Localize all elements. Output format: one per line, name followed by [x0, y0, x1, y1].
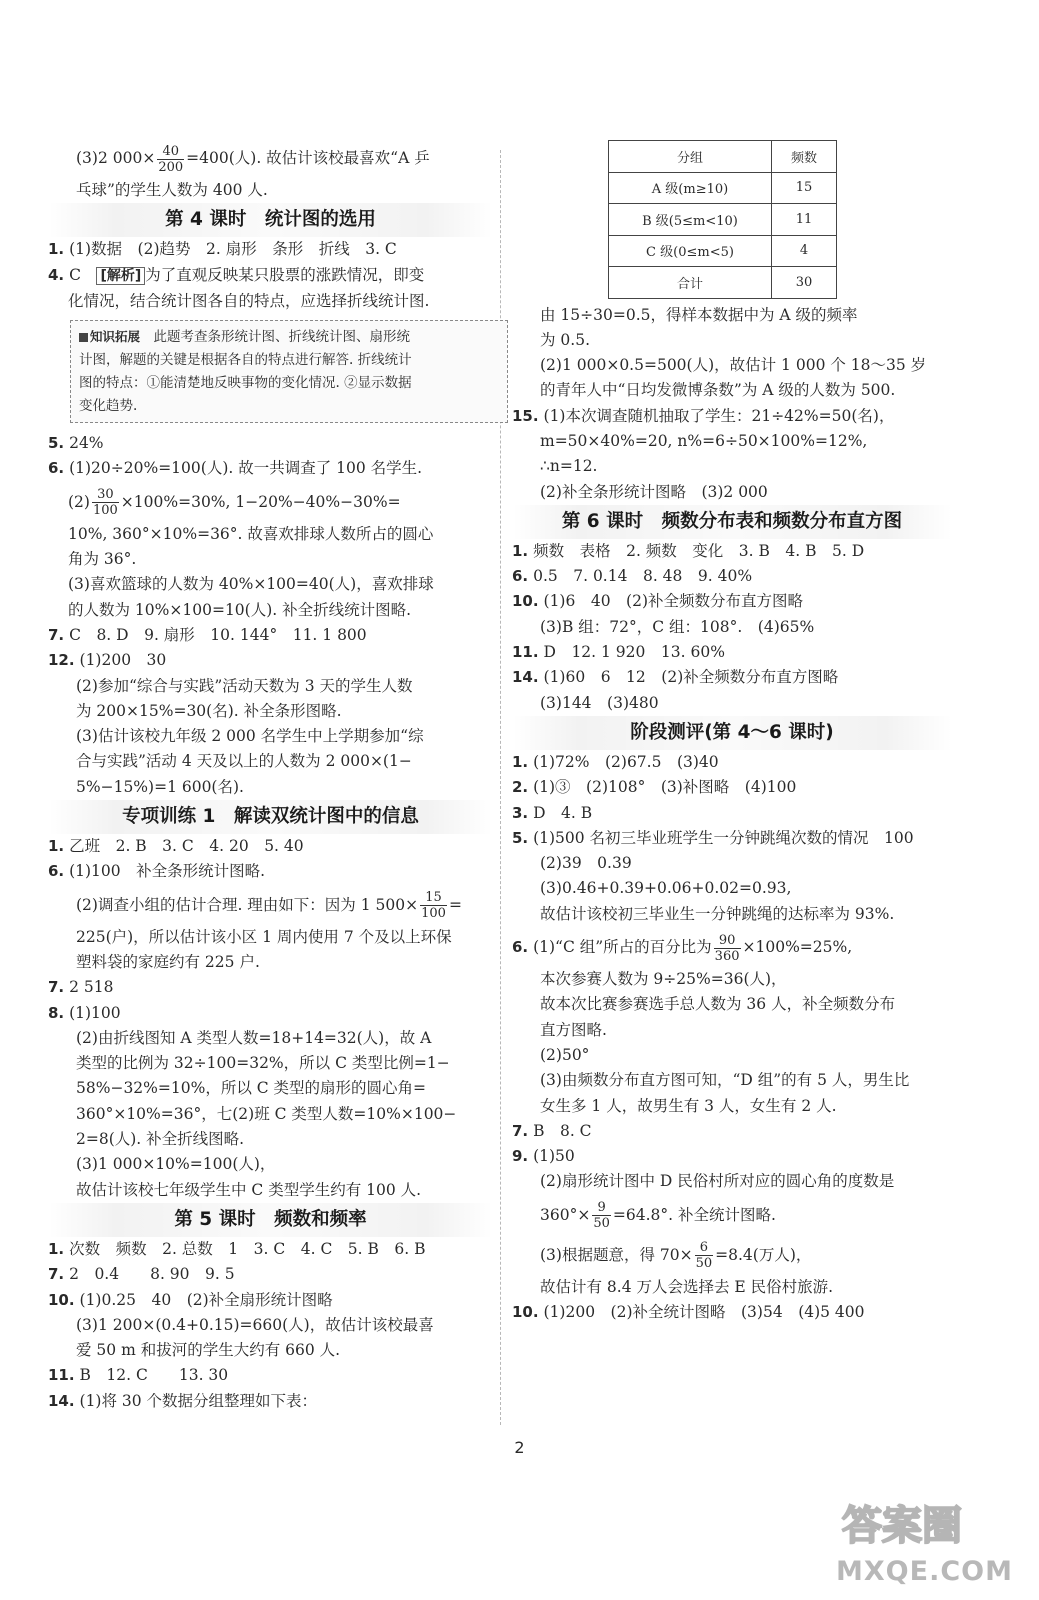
- answer-line: 2=8(人). 补全折线图略.: [76, 1130, 245, 1149]
- item-number: 5.: [48, 434, 65, 453]
- table-row: [609, 267, 837, 299]
- table-row: [609, 204, 837, 236]
- table-cell: 合计: [609, 267, 772, 299]
- item-number: 8.: [48, 1003, 65, 1022]
- answer-line: [48, 456, 493, 481]
- answer-line: (3)喜欢篮球的人数为 40%×100=40(人)，喜欢排球: [68, 575, 434, 594]
- answer-line: (2)参加“综合与实践”活动天数为 3 天的学生人数: [76, 676, 413, 695]
- text: 24%: [69, 434, 104, 453]
- answer-line: 直方图略.: [540, 1020, 607, 1039]
- answer-line: [512, 404, 952, 429]
- item-number: 1.: [48, 240, 65, 259]
- item-number: 14.: [48, 1391, 75, 1410]
- answer-line: [512, 1300, 952, 1325]
- fraction: [714, 933, 741, 964]
- text: B 8. C: [533, 1121, 592, 1140]
- answer-line: 女生多 1 人，故男生有 3 人，女生有 2 人.: [540, 1096, 837, 1115]
- text: 360°×: [540, 1205, 591, 1224]
- answer-line: [512, 589, 952, 614]
- answer-line: [48, 237, 493, 262]
- answer-line: 360°×10%=36°，七(2)班 C 类型人数=10%×100−: [76, 1104, 457, 1123]
- text: (1)本次调查随机抽取了学生：21÷42%=50(名)，: [543, 406, 895, 425]
- answer-line: (3)1 200×(0.4+0.15)=660(人)，故估计该校最喜: [76, 1315, 434, 1334]
- numerator: 15: [420, 890, 447, 906]
- answer-line: 乓球”的学生人数为 400 人.: [76, 181, 268, 199]
- answer-line: [512, 1235, 952, 1275]
- text: (1)将 30 个数据分组整理如下表：: [79, 1391, 318, 1410]
- answer-line: (3)1 000×10%=100(人)，: [76, 1155, 276, 1174]
- answer-line: [512, 801, 952, 826]
- item-number: 1.: [48, 837, 65, 856]
- frequency-table: [608, 140, 837, 299]
- answer-line: [48, 885, 493, 925]
- answer-line: [48, 1389, 493, 1414]
- text: 2 518: [69, 978, 114, 997]
- item-number: 11.: [512, 643, 539, 662]
- left-column: [48, 138, 493, 1414]
- table-cell: B 级(5≤m<10): [609, 204, 772, 236]
- answer-line: [48, 1363, 493, 1388]
- text: (3)根据题意，得 70×: [540, 1245, 693, 1264]
- text: (1)500 名初三毕业班学生一分钟跳绳次数的情况 100: [533, 828, 914, 847]
- answer-line: [48, 482, 493, 522]
- answer-line: 化情况，结合统计图各自的特点，应选择折线统计图.: [68, 291, 430, 310]
- answer-line: [512, 564, 952, 589]
- answer-line: 故本次比赛参赛选手总人数为 36 人，补全频数分布: [540, 995, 896, 1014]
- item-number: 2.: [512, 778, 529, 797]
- table-header-cell: 频数: [772, 141, 837, 173]
- right-column: [512, 138, 952, 1325]
- text: 乙班 2. B 3. C 4. 20 5. 40: [69, 837, 304, 856]
- answer-line: ∴n=12.: [540, 457, 598, 476]
- page-number: 2: [514, 1438, 525, 1457]
- answer-line: 为 200×15%=30(名). 补全条形图略.: [76, 701, 342, 720]
- table-cell: 15: [772, 172, 837, 204]
- analysis-tag: [解析]: [96, 267, 145, 285]
- watermark-logo: 答案圈: [842, 1503, 962, 1549]
- knowledge-line: 图的特点：①能清楚地反映事物的变化情况. ②显示数据: [79, 375, 412, 392]
- denominator: 50: [593, 1216, 610, 1232]
- numerator: 6: [695, 1240, 714, 1256]
- text: C 8. D 9. 扇形 10. 144° 11. 1 800: [69, 625, 367, 644]
- text: ×100%=30%, 1−20%−40%−30%=: [120, 492, 401, 511]
- item-number: 10.: [512, 592, 539, 611]
- text: (1)数据 (2)趋势 2. 扇形 条形 折线 3. C: [69, 240, 397, 259]
- text: 频数 表格 2. 频数 变化 3. B 4. B 5. D: [533, 541, 865, 560]
- text: (1)“C 组”所占的百分比为: [533, 938, 712, 957]
- answer-line: [512, 539, 952, 564]
- text: C: [69, 265, 97, 284]
- knowledge-line: [79, 325, 499, 349]
- answer-line: [48, 263, 493, 289]
- fraction: [92, 487, 119, 518]
- denominator: 360: [714, 948, 740, 964]
- answer-line: [48, 975, 493, 1000]
- table-row: [609, 172, 837, 204]
- answer-line: 角为 36°.: [68, 550, 137, 569]
- numerator: 40: [157, 144, 184, 160]
- text: =64.8°. 补全统计图略.: [612, 1205, 776, 1224]
- answer-line: [512, 640, 952, 665]
- answer-line: 由 15÷30=0.5，得样本数据中为 A 级的频率: [540, 305, 858, 324]
- answer-line: 为 0.5.: [540, 330, 591, 349]
- answer-line: [512, 1195, 952, 1235]
- item-number: 11.: [48, 1366, 75, 1385]
- answer-line: 10%, 360°×10%=36°. 故喜欢排球人数所占的圆心: [68, 524, 434, 543]
- answer-line: [48, 623, 493, 648]
- watermark: [836, 1488, 1026, 1593]
- answer-line: [48, 431, 493, 456]
- text: (1)6 40 (2)补全频数分布直方图略: [543, 592, 804, 611]
- answer-line: [48, 1001, 493, 1026]
- table-header-row: [609, 141, 837, 173]
- numerator: 90: [714, 933, 741, 949]
- item-number: 9.: [512, 1147, 529, 1166]
- fraction: [695, 1240, 714, 1271]
- table-cell: 30: [772, 267, 837, 299]
- answer-line: 合与实践”活动 4 天及以上的人数为 2 000×(1−: [76, 752, 412, 771]
- knowledge-box: [70, 320, 508, 423]
- table-row: [609, 235, 837, 267]
- section-heading: 第 5 课时 频数和频率: [48, 1203, 493, 1237]
- item-number: 7.: [48, 978, 65, 997]
- knowledge-tag: 知识拓展: [90, 329, 141, 345]
- item-number: 7.: [512, 1121, 529, 1140]
- item-number: 7.: [48, 625, 65, 644]
- text: (1)60 6 12 (2)补全频数分布直方图略: [543, 668, 839, 687]
- fraction: [157, 144, 184, 175]
- answer-line: [48, 648, 493, 673]
- item-number: 10.: [48, 1290, 75, 1309]
- text: (1)20÷20%=100(人). 故一共调查了 100 名学生.: [69, 459, 423, 478]
- numerator: 30: [92, 487, 119, 503]
- answer-line: 爱 50 m 和拔河的学生大约有 660 人.: [76, 1341, 341, 1360]
- text: 2 0.4 8. 90 9. 5: [69, 1265, 235, 1284]
- answer-line: [48, 138, 493, 178]
- answer-line: 的青年人中“日均发微博条数”为 A 级的人数为 500.: [540, 381, 896, 400]
- denominator: 100: [92, 503, 118, 519]
- section-heading: 第 6 课时 频数分布表和频数分布直方图: [512, 505, 952, 539]
- text: (2): [68, 492, 90, 511]
- table-cell: 11: [772, 204, 837, 236]
- answer-line: 类型的比例为 32÷100=32%，所以 C 类型比例=1−: [76, 1054, 450, 1073]
- watermark-site: MXQE.COM: [836, 1556, 1013, 1587]
- answer-line: (3)144 (3)480: [540, 693, 659, 712]
- answer-line: (3)B 组：72°，C 组：108°. (4)65%: [540, 617, 815, 636]
- text: (1)③ (2)108° (3)补图略 (4)100: [533, 778, 797, 797]
- answer-line: [48, 1237, 493, 1262]
- answer-line: [512, 665, 952, 690]
- text: B 12. C 13. 30: [79, 1366, 229, 1385]
- answer-line: (2)1 000×0.5=500(人)，故估计 1 000 个 18～35 岁: [540, 356, 927, 375]
- answer-line: m=50×40%=20, n%=6÷50×100%=12%,: [540, 431, 868, 450]
- table-header-cell: 分组: [609, 141, 772, 173]
- text: (1)0.25 40 (2)补全扇形统计图略: [79, 1290, 333, 1309]
- answer-line: [512, 826, 952, 851]
- numerator: 9: [592, 1200, 611, 1216]
- answer-line: 塑料袋的家庭约有 225 户.: [76, 952, 260, 971]
- answer-line: [512, 1144, 952, 1169]
- answer-line: [512, 1119, 952, 1144]
- item-number: 6.: [48, 862, 65, 881]
- answer-line: 故估计有 8.4 万人会选择去 E 民俗村旅游.: [540, 1277, 834, 1296]
- item-number: 6.: [512, 567, 529, 586]
- answer-line: (2)由折线图知 A 类型人数=18+14=32(人)，故 A: [76, 1028, 432, 1047]
- fraction: [592, 1200, 611, 1231]
- item-number: 14.: [512, 668, 539, 687]
- answer-line: [48, 859, 493, 884]
- text: =400(人). 故估计该校最喜欢“A 乒: [186, 149, 430, 167]
- text: 此题考查条形统计图、折线统计图、扇形统: [153, 329, 411, 346]
- denominator: 200: [158, 159, 184, 175]
- table-cell: 4: [772, 235, 837, 267]
- table-cell: A 级(m≥10): [609, 172, 772, 204]
- answer-line: [512, 927, 952, 967]
- item-number: 15.: [512, 406, 539, 425]
- item-number: 5.: [512, 828, 529, 847]
- answer-line: (2)补全条形统计图略 (3)2 000: [540, 482, 768, 501]
- square-bullet-icon: [79, 333, 88, 342]
- table-cell: C 级(0≤m<5): [609, 235, 772, 267]
- text: (1)100 补全条形统计图略.: [69, 862, 266, 881]
- section-heading: 阶段测评(第 4～6 课时): [512, 716, 952, 750]
- answer-line: (2)50°: [540, 1045, 590, 1064]
- answer-line: (3)0.46+0.39+0.06+0.02=0.93,: [540, 879, 792, 898]
- text: (1)50: [533, 1147, 575, 1166]
- text: ×100%=25%,: [742, 938, 853, 957]
- answer-line: (2)39 0.39: [540, 854, 632, 873]
- text: =: [448, 895, 462, 914]
- item-number: 1.: [48, 1239, 65, 1258]
- answer-line: 225(户)，所以估计该小区 1 周内使用 7 个及以上环保: [76, 927, 452, 946]
- answer-line: [48, 834, 493, 859]
- answer-line: 故估计该校初三毕业生一分钟跳绳的达标率为 93%.: [540, 904, 895, 923]
- text: 次数 频数 2. 总数 1 3. C 4. C 5. B 6. B: [69, 1239, 426, 1258]
- answer-line: 5%−15%)=1 600(名).: [76, 777, 244, 796]
- text: D 12. 1 920 13. 60%: [543, 643, 725, 662]
- text: 0.5 7. 0.14 8. 48 9. 40%: [533, 567, 753, 586]
- answer-line: [48, 1288, 493, 1313]
- text: (1)200 (2)补全统计图略 (3)54 (4)5 400: [543, 1303, 865, 1321]
- text: (2)调查小组的估计合理. 理由如下：因为 1 500×: [76, 895, 419, 914]
- answer-line: (3)估计该校九年级 2 000 名学生中上学期参加“综: [76, 727, 424, 746]
- text: =8.4(万人)，: [715, 1245, 812, 1264]
- text: (1)200 30: [79, 651, 167, 670]
- item-number: 12.: [48, 651, 75, 670]
- answer-line: 故估计该校七年级学生中 C 类型学生约有 100 人.: [76, 1180, 422, 1199]
- answer-line: [512, 750, 952, 775]
- knowledge-line: 计图，解题的关键是根据各自的特点进行解答. 折线统计: [79, 352, 412, 369]
- answer-line: 58%−32%=10%，所以 C 类型的扇形的圆心角=: [76, 1079, 427, 1098]
- text: 为了直观反映某只股票的涨跌情况，即变: [145, 265, 425, 284]
- text: (1)72% (2)67.5 (3)40: [533, 752, 719, 771]
- knowledge-line: 变化趋势.: [79, 398, 138, 415]
- item-number: 3.: [512, 803, 529, 822]
- item-number: 4.: [48, 265, 65, 284]
- item-number: 10.: [512, 1303, 539, 1321]
- item-number: 7.: [48, 1265, 65, 1284]
- text: (3)2 000×: [76, 149, 156, 167]
- section-heading: 第 4 课时 统计图的选用: [48, 203, 493, 237]
- answer-line: (2)扇形统计图中 D 民俗村所对应的圆心角的度数是: [540, 1172, 895, 1191]
- item-number: 1.: [512, 541, 529, 560]
- answer-line: (3)由频数分布直方图可知，“D 组”的有 5 人，男生比: [540, 1071, 910, 1090]
- fraction: [420, 890, 447, 921]
- answer-line: 本次参赛人数为 9÷25%=36(人)，: [540, 970, 787, 989]
- item-number: 6.: [512, 938, 529, 957]
- text: D 4. B: [533, 803, 593, 822]
- answer-line: 的人数为 10%×100=10(人). 补全折线统计图略.: [68, 600, 412, 619]
- answer-line: [48, 1262, 493, 1287]
- item-number: 6.: [48, 459, 65, 478]
- denominator: 100: [421, 906, 446, 922]
- denominator: 50: [695, 1256, 713, 1272]
- item-number: 1.: [512, 752, 529, 771]
- text: (1)100: [69, 1003, 121, 1022]
- answer-line: [512, 775, 952, 800]
- section-heading: 专项训练 1 解读双统计图中的信息: [48, 800, 493, 834]
